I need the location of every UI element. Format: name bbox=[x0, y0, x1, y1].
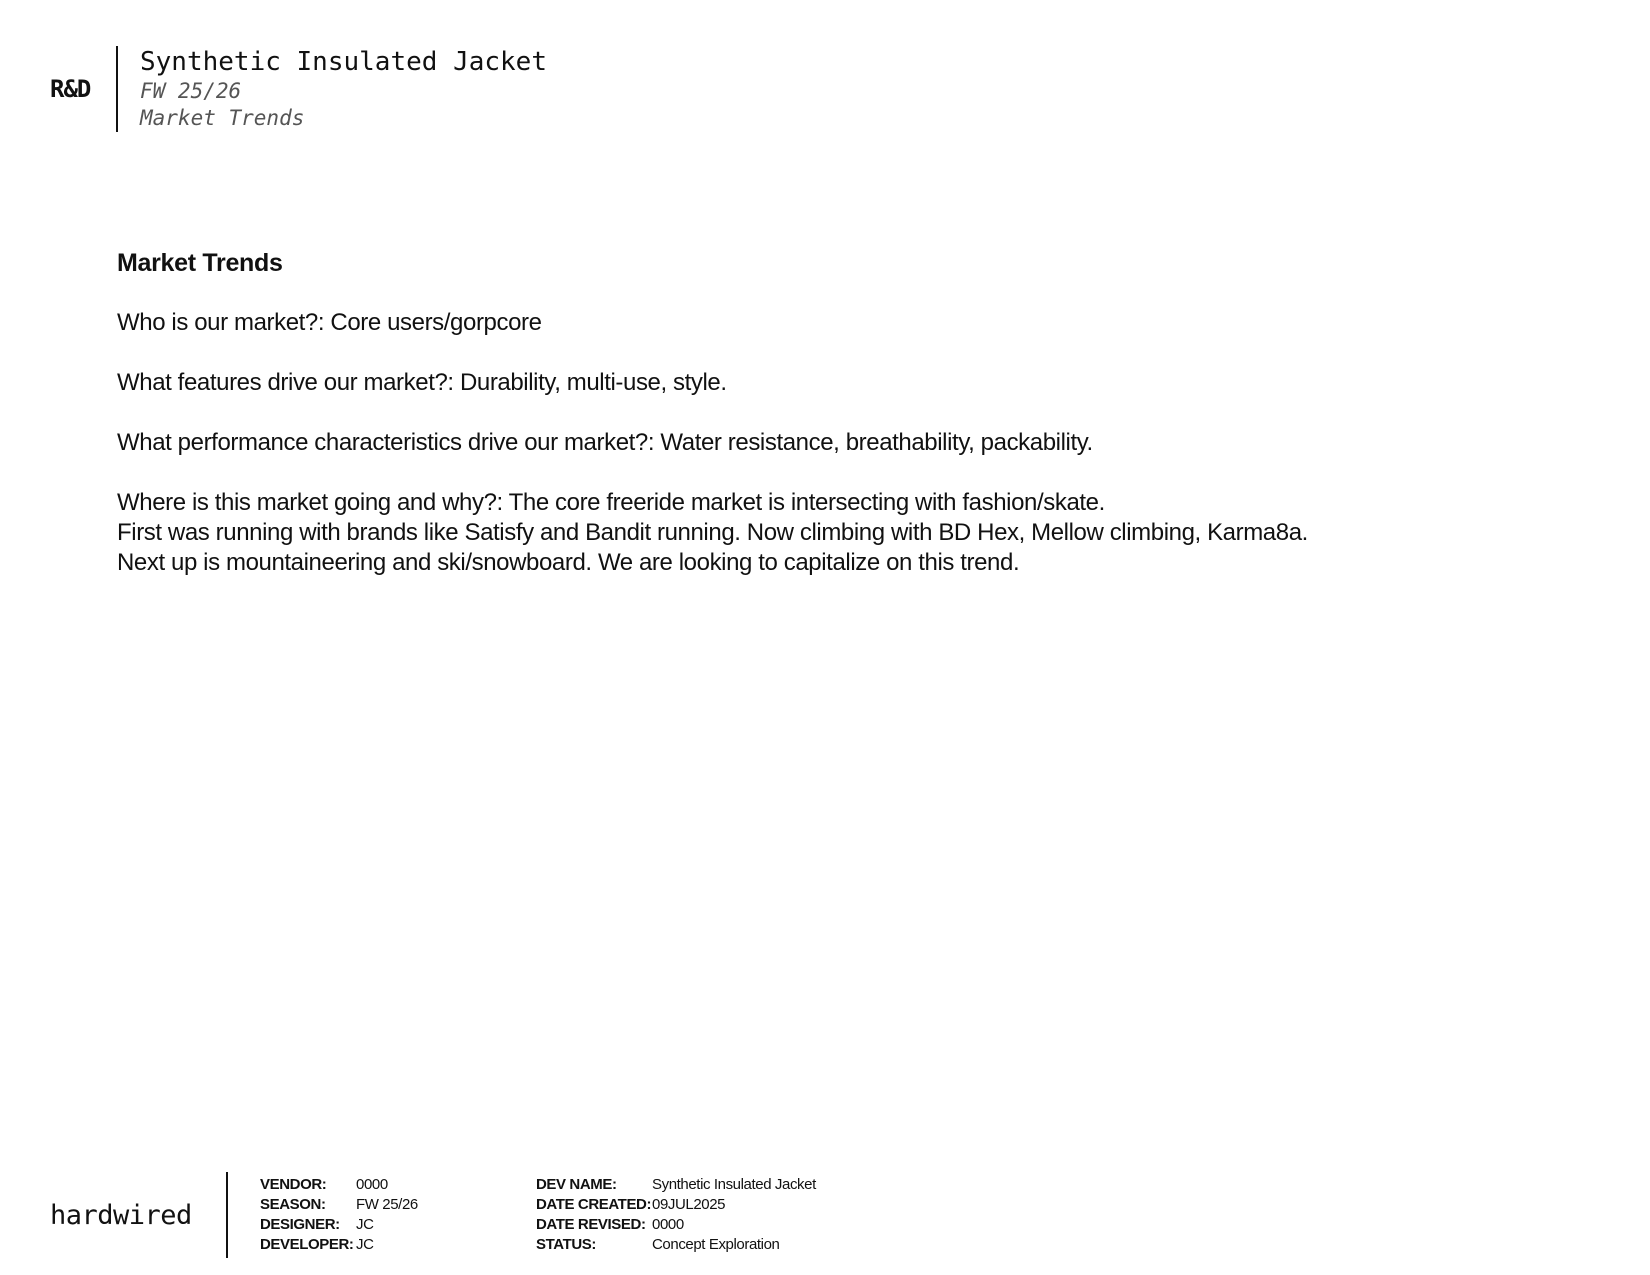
date-revised-value: 0000 bbox=[652, 1216, 684, 1233]
date-created-label: DATE CREATED: bbox=[536, 1196, 652, 1213]
rd-brand-mark: R&D bbox=[50, 75, 91, 103]
page-footer bbox=[50, 1172, 816, 1258]
market-question-direction bbox=[117, 488, 1597, 578]
text-line: What features drive our market?: Durability, multi-use, style. bbox=[117, 369, 727, 396]
date-created-value: 09JUL2025 bbox=[652, 1196, 726, 1213]
developer-label: DEVELOPER: bbox=[260, 1236, 354, 1253]
text-line: First was running with brands like Satisfy and Bandit running. Now climbing with BD Hex, Mellow climbing, Karma8a. bbox=[117, 519, 1308, 546]
footer-divider bbox=[226, 1172, 228, 1258]
page-header bbox=[50, 46, 547, 132]
market-question-performance bbox=[117, 428, 1597, 458]
status-label: STATUS: bbox=[536, 1236, 596, 1253]
meta-column-right bbox=[536, 1172, 816, 1258]
vendor-value: 0000 bbox=[356, 1176, 388, 1193]
main-content bbox=[117, 248, 1597, 608]
developer-value: JC bbox=[356, 1236, 374, 1253]
header-divider bbox=[116, 46, 118, 132]
date-revised-label: DATE REVISED: bbox=[536, 1216, 646, 1233]
text-line: Next up is mountaineering and ski/snowboard. We are looking to capitalize on this trend. bbox=[117, 549, 1020, 576]
hardwired-logo: hardwired bbox=[50, 1199, 192, 1231]
section-heading: Market Trends bbox=[117, 249, 283, 277]
season-label: FW 25/26 bbox=[140, 79, 242, 103]
section-label: Market Trends bbox=[140, 106, 305, 130]
meta-column-left bbox=[260, 1172, 536, 1258]
market-question-who bbox=[117, 308, 1597, 338]
season-meta-label: SEASON: bbox=[260, 1196, 326, 1213]
status-value: Concept Exploration bbox=[652, 1236, 780, 1253]
text-line: What performance characteristics drive our market?: Water resistance, breathability, packability. bbox=[117, 429, 1093, 456]
header-text-block bbox=[140, 46, 547, 132]
text-line: Where is this market going and why?: The core freeride market is intersecting with fashion/skate. bbox=[117, 489, 1105, 516]
document-title: Synthetic Insulated Jacket bbox=[140, 47, 547, 77]
designer-label: DESIGNER: bbox=[260, 1216, 340, 1233]
dev-name-label: DEV NAME: bbox=[536, 1176, 617, 1193]
season-meta-value: FW 25/26 bbox=[356, 1196, 418, 1213]
designer-value: JC bbox=[356, 1216, 374, 1233]
market-question-features bbox=[117, 368, 1597, 398]
dev-name-value: Synthetic Insulated Jacket bbox=[652, 1176, 816, 1193]
text-line: Who is our market?: Core users/gorpcore bbox=[117, 309, 542, 336]
vendor-label: VENDOR: bbox=[260, 1176, 327, 1193]
